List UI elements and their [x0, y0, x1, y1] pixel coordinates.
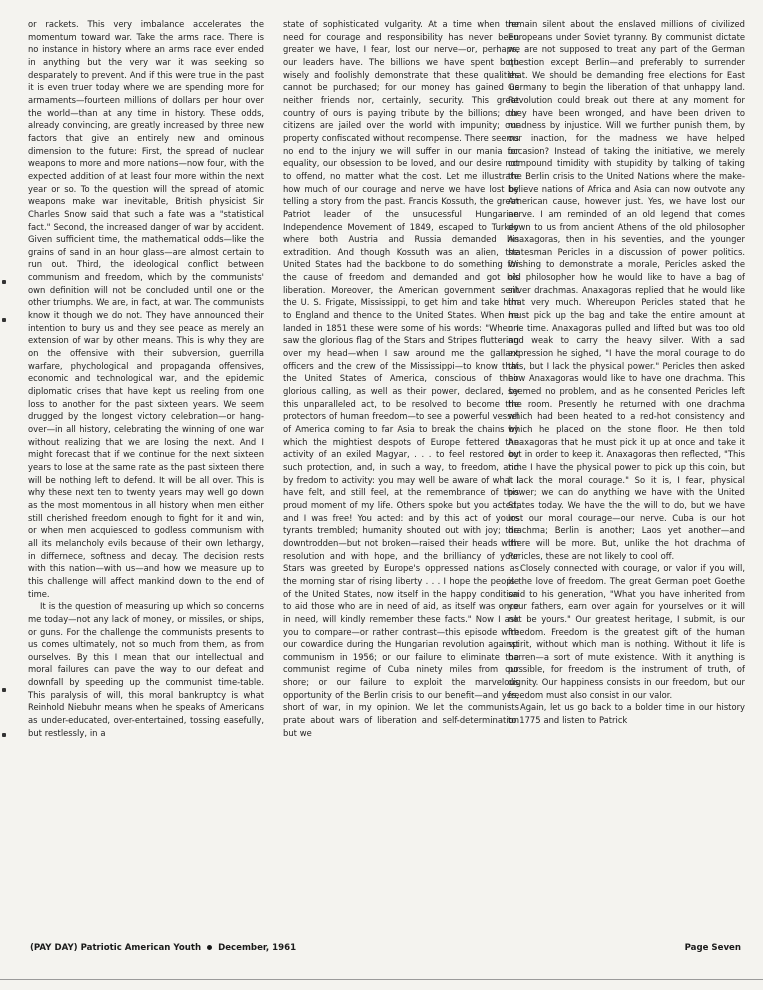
text-column-2	[283, 18, 519, 739]
bottom-rule	[0, 979, 763, 980]
margin-mark	[2, 280, 6, 284]
paragraph: state of sophisticated vulgarity. At a time when the need for courage and responsibility has never been greater we have, I fear, lost our nerve—or, perhaps, our leaders have. The billions we have spent both wisely and foolishly demonstrate that these qualities cannot be purchased; for our money has gained us neither friends nor, certainly, security. This great country of ours is paying tribute by the billions; our citizens are jailed over the world with impunity; our property confiscated without recompense. There seems no end to the injury we will suffer in our mania for equality, our obsession to be loved, and our desire not to offend, no matter what the cost. Let me illustrate how much of our courage and nerve we have lost by telling a story from the past. Francis Kossuth, the great Patriot leader of the unsucessful Hungarian Independence Movement of 1849, escaped to Turkey where both Austria and Russia demanded his extradition. And though Kossuth was an alien, the United States had the backbone to do something for the cause of freedom and demanded and got his liberation. Moreover, the American government sent the U. S. Frigate, Mississippi, to get him and take him to England and thence to the United States. When he landed in 1851 these were some of his words: "When I saw the glorious flag of the Stars and Stripes fluttering over my head—when I saw around me the gallant officers and the crew of the Mississippi—to know that the United States of America, conscious of their glorious calling, as well as their power, declared, by this unparalleled act, to be resolved to become the protectors of human freedom—to see a powerful vessel of America coming to far Asia to break the chains by which the mightiest despots of Europe fettered the activity of an exiled Magyar, . . . to feel restored by such protection, and, in such a way, to freedom, and by fredom to activity: you may well be aware of what I have felt, and still feel, at the remembrance of this proud moment of my life. Others spoke but you acted; and I was free! You acted: and by this act of yours tyrants trembled; humanity shouted out with joy; the downtrodden—but not broken—raised their heads with resolution and with hope, and the brilliancy of your Stars was greeted by Europe's oppressed nations as the morning star of rising liberty . . . I hope the people of the United States, now itself in the happy condition to aid those who are in need of aid, as itself was once in need, will kindly remember these facts." Now I ask you to compare—or rather contrast—this episode with our cowardice during the Hungarian revolution against communism in 1956; or our failure to eliminate the communist regime of Cuba ninety miles from our shore; or our failure to exploit the marvelous opportunity of the Berlin crisis to our benefit—and yes, short of war, in my opinion. We let the communists prate about wars of liberation and self-determination but we	[283, 19, 519, 738]
page-footer	[28, 943, 741, 959]
footer-title: (PAY DAY) Patriotic American Youth	[30, 943, 202, 953]
paragraph: or rackets. This very imbalance accelerates the momentum toward war. Take the arms race. There is no instance in history where an arms race ever ended in anything but the very war it was seeking so desparately to prevent. And if this were true in the past it is even truer today where we are spending more for armaments—fourteen millions of dollars per hour over the world—than at any time in history. These odds, already convincing, are greatly increased by three new factors that give an entirely new and ominous dimension to the future: First, the spread of nuclear weapons to more and more nations—now four, with the expected addition of at least four more within the next year or so. To the question will the spread of atomic weapons make war inevitable, British physicist Sir Charles Snow said that such a fate was a "statistical fact." Second, the increased danger of war by accident. Given sufficient time, the mathematical odds—like the grains of sand in an hour glass—are almost certain to run out. Third, the ideological conflict between communism and freedom, which by the communists' own definition will not be concluded until one or the other triumphs. We are, in fact, at war. The communists know it though we do not. They have announced their intention to bury us and they see peace as merely an extension of war by other means. This is why they are on the offensive with their subversion, guerrilla warfare, phychological and propaganda offensives, economic and technological war, and the epidemic diplomatic crises that have kept us reeling from one loss to another for the past sixteen years. We seem drugged by the longest victory celebration—or hang-over—in all history, celebrating the winning of one war without realizing that we are losing the next. And I might forecast that if we continue for the next sixteen years to lose at the same rate as the past sixteen there will be nothing left to defend. It will be all over. This is why these next ten to twenty years may well go down as the most momentous in all history when men either still cherished freedom enough to fight for it and win, or when men acquiesced to godless communism with all its melancholy evils because of their own lethargy, in differnece, softness and decay. The decision rests with this nation—with us—and how we measure up to this challenge will affect mankind down to the end of time.	[28, 19, 264, 599]
paragraph: Closely connected with courage, or valor if you will, is the love of freedom. The great German poet Goethe said to his generation, "What you have inherited from your fathers, earn over again for yourselves or it will not be yours." Our greatest heritage, I submit, is our freedom. Freedom is the greatest gift of the human spirit, without which man is nothing. Without it life is barren—a sort of mute existence. With it anything is possible, for freedom is the instrument of truth, of dignity. Our happiness consists in our freedom, but our freedom must also consist in our valor.	[508, 563, 745, 700]
paragraph: It is the question of measuring up which so concerns me today—not any lack of money, or missiles, or ships, or guns. For the challenge the communists presents to us comes ultimately, not so much from them, as from ourselves. By this I mean that our intellectual and moral failures can pave the way to our defeat and downfall by speeding up the communist time-table. This paralysis of will, this moral bankruptcy is what Reinhold Niebuhr means when he speaks of Americans as under-educated, over-entertained, tossing easefully, but restlessly, in a	[28, 601, 264, 738]
page-number: Page Seven	[684, 943, 741, 953]
footer-publication	[30, 943, 296, 953]
paragraph: remain silent about the enslaved millions of civilized Europeans under Soviet tyranny. By communist dictate we are not supposed to treat any part of the German question except Berlin—and preferably to surrender that. We should be demanding free elections for East Germany to begin the liberation of that unhappy land. Revolution could break out there at any moment for they have been wronged, and have been driven to madness by injustice. Will we further punish them, by our inaction, for the madness we have helped occasion? Instead of taking the initiative, we merely compound timidity with stupidity by talking of taking the Berlin crisis to the United Nations where the make-believe nations of Africa and Asia can now outvote any American cause, however just. Yes, we have lost our nerve. I am reminded of an old legend that comes down to us from ancient Athens of the old philosopher Anaxagoras, then in his seventies, and the younger statesman Pericles in a discussion of power politics. Wishing to demonstrate a morale, Pericles asked the old philosopher how he would like to have a bag of silver drachmas. Anaxagoras replied that he would like that very much. Whereupon Pericles stated that he must pick up the bag and take the entire amount at one time. Anaxagoras pulled and lifted but was too old and weak to carry the heavy silver. With a sad expression he sighed, "I have the moral courage to do this, but I lack the physical power." Pericles then asked how Anaxagoras would like to have one drachma. This seemed no problem, and as he consented Pericles left the room. Presently he returned with one drachma which had been heated to a red-hot consistency and which he placed on the stone floor. He then told Anaxagoras that he must pick it up at once and take it out in order to keep it. Anaxagoras then reflected, "This time I have the physical power to pick up this coin, but I lack the moral courage." So it is, I fear, physical power; we can do anything we have with the United States today. We have the the will to do, but we have lost our moral courage—our nerve. Cuba is our hot drachma; Berlin is another; Laos yet another—and there will be more. But, unlike the hot drachma of Pericles, these are not likely to cool off.	[508, 19, 745, 561]
text-column-3	[508, 18, 745, 727]
bullet-icon	[207, 945, 212, 950]
footer-date: December, 1961	[218, 943, 297, 953]
margin-mark	[2, 688, 6, 692]
paragraph: Again, let us go back to a bolder time in our history to 1775 and listen to Patrick	[508, 702, 745, 726]
text-column-1	[28, 18, 264, 739]
margin-mark	[2, 318, 6, 322]
margin-mark	[2, 733, 6, 737]
